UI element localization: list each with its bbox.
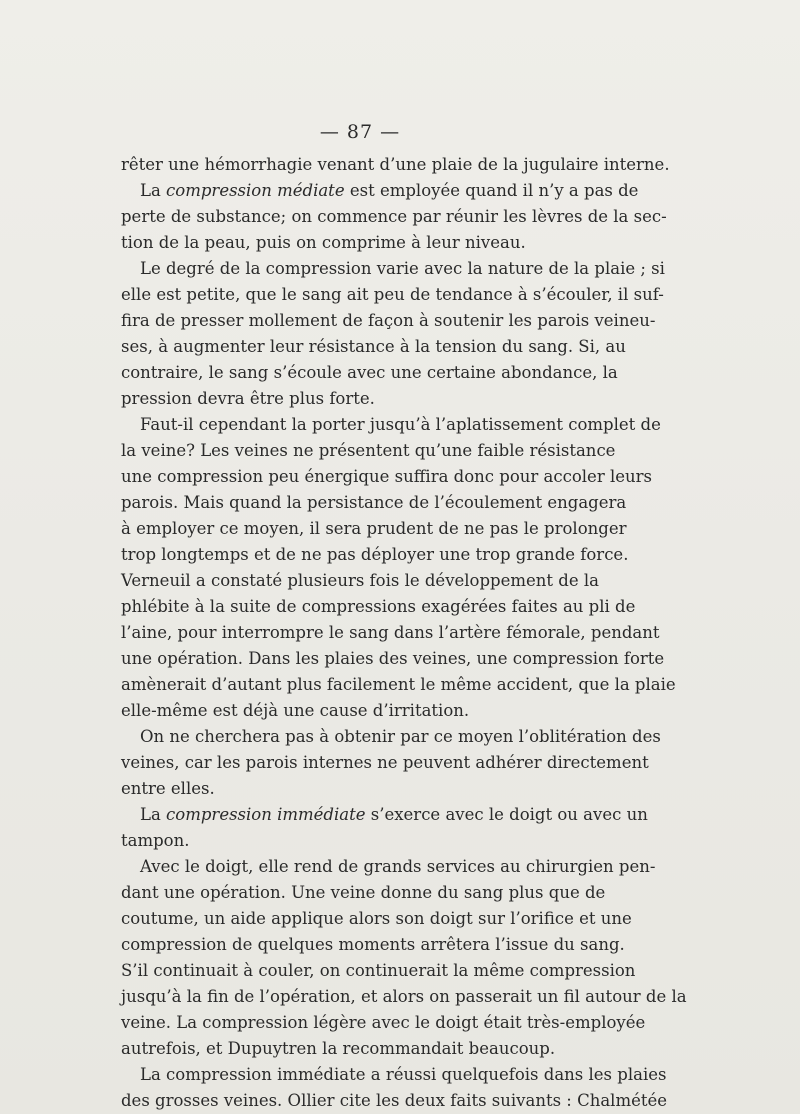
text-line [121,1062,667,1088]
line-text: amènerait d’autant plus facilement le même accident, que la plaie [121,675,676,694]
line-text-continued: s’exerce avec le doigt ou avec un [365,805,648,824]
text-line [121,1088,668,1114]
text-line [121,464,652,490]
line-text: La [140,805,167,824]
text-line [121,204,667,230]
text-line [121,828,599,854]
line-text: dant une opération. Une veine donne du sang plus que de [121,883,606,902]
text-line [121,516,627,542]
text-line [121,854,656,880]
line-text: S’il continuait à couler, on continuerait la même compression [121,961,636,980]
line-text: jusqu’à la fin de l’opération, et alors on passerait un fil autour de la [121,987,687,1006]
text-line [121,490,627,516]
text-line [121,958,636,984]
text-line [121,334,626,360]
text-line [121,152,670,178]
line-text: Avec le doigt, elle rend de grands services au chirurgien pen- [140,857,656,876]
line-text: La compression immédiate a réussi quelquefois dans les plaies [140,1065,667,1084]
line-text: Verneuil a constaté plusieurs fois le développement de la [121,571,599,590]
text-line [121,1010,646,1036]
line-text: On ne cherchera pas à obtenir par ce moyen l’oblitération des [140,727,661,746]
text-line [121,360,618,386]
line-text: veine. La compression légère avec le doigt était très-employée [121,1013,646,1032]
line-text: des grosses veines. Ollier cite les deux faits suivants : Chalmétée [121,1091,668,1110]
page-number: — 87 — [319,121,401,143]
text-line [121,646,665,672]
line-text: ses, à augmenter leur résistance à la tension du sang. Si, au [121,337,626,356]
line-text: Faut-il cependant la porter jusqu’à l’aplatissement complet de [140,415,661,434]
line-text: tion de la peau, puis on comprime à leur niveau. [121,233,526,252]
italic-term: compression immédiate [166,805,366,824]
line-text: elle-même est déjà une cause d’irritation. [121,701,470,720]
text-line [121,672,676,698]
line-text: pression devra être plus forte. [121,389,375,408]
line-text: elle est petite, que le sang ait peu de tendance à s’écouler, il suf- [121,285,664,304]
line-text-continued: est employée quand il n’y a pas de [344,181,639,200]
text-line [121,230,599,256]
line-text: perte de substance; on commence par réunir les lèvres de la sec- [121,207,667,226]
line-text: contraire, le sang s’écoule avec une certaine abondance, la [121,363,618,382]
text-line [121,984,687,1010]
line-text: tampon. [121,831,190,850]
line-text: la veine? Les veines ne présentent qu’une faible résistance [121,441,616,460]
text-line [121,542,629,568]
text-line [121,308,656,334]
line-text: La [140,181,167,200]
text-line [121,750,649,776]
text-line [121,880,606,906]
line-text: une compression peu énergique suffira donc pour accoler leurs [121,467,652,486]
line-text: coutume, un aide applique alors son doigt sur l’orifice et une [121,909,632,928]
line-text: phlébite à la suite de compressions exagérées faites au pli de [121,597,636,616]
text-line [121,386,599,412]
text-line [121,906,632,932]
text-line [121,412,661,438]
line-text: parois. Mais quand la persistance de l’écoulement engagera [121,493,627,512]
text-line [121,776,599,802]
line-text: entre elles. [121,779,215,798]
text-line [121,802,648,828]
text-line [121,932,625,958]
text-line [121,282,664,308]
line-text: veines, car les parois internes ne peuvent adhérer directement [121,753,649,772]
line-text: Le degré de la compression varie avec la nature de la plaie ; si [140,259,665,278]
text-line [121,568,599,594]
body-text [121,152,687,1114]
text-line [121,724,661,750]
line-text: une opération. Dans les plaies des veines, une compression forte [121,649,665,668]
line-text: compression de quelques moments arrêtera l’issue du sang. [121,935,625,954]
line-text: rêter une hémorrhagie venant d’une plaie de la jugulaire interne. [121,155,670,174]
text-line [121,438,616,464]
text-line [121,594,636,620]
text-line [121,1036,599,1062]
line-text: autrefois, et Dupuytren la recommandait beaucoup. [121,1039,556,1058]
text-line [121,178,639,204]
line-text: fira de presser mollement de façon à soutenir les parois veineu- [121,311,656,330]
line-text: à employer ce moyen, il sera prudent de ne pas le prolonger [121,519,627,538]
line-text: l’aine, pour interrompre le sang dans l’artère fémorale, pendant [121,623,660,642]
text-line [121,256,665,282]
text-line [121,620,660,646]
italic-term: compression médiate [166,181,345,200]
line-text: trop longtemps et de ne pas déployer une trop grande force. [121,545,629,564]
text-line [121,698,599,724]
